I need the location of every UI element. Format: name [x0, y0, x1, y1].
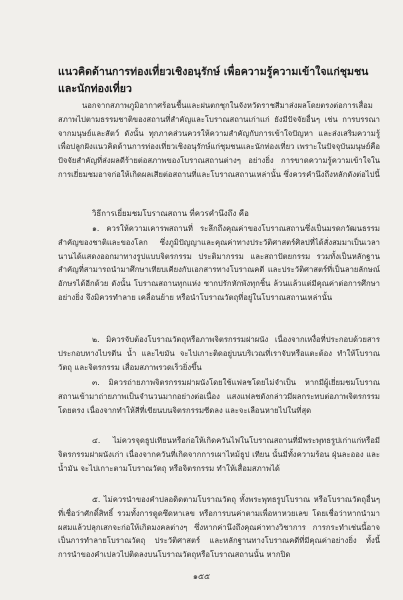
page-number: ๑๕๕ [192, 572, 211, 581]
guideline-item-5: ๕. ไม่ควรนำของคำปลอดิดตามโบราณวัตถุ ทั้งพระพุทธรูปโบราณ หรือโบราณวัตถุอื่นๆ ที่เชื่อว่าศักดิ์สิทธิ์ รวมทั้งการดูดซึดหาเลข หรือการบนค่าตามเพื่อหาหวยเลข โดยเชื่อว่าหากนำมาผสมแล้วปลุกเสกจะก่อให้เกิดมงคลต่างๆ ซึ่งหากค่านึงถึงคุณค่าทางวิชาการ การกระทำเช่นนี้อาจเป็นการทำลายโบราณวัตถุ ประวัติศาสตร์ และหลักฐานทางโบราณคดีที่มีคุณค่าอย่างยิ่ง ทั้งนี้ การนำของคำเปลวไปติดลงบนโบราณวัตถุหรือโบราณสถานนั้น หากปิด [58, 495, 380, 560]
guideline-item-4: ๔. ไม่ควรจุดธูปเทียนหรือก่อให้เกิดควันไฟในโบราณสถานที่มีพระพุทธรูปเก่าแก่หรือมีจิตรกรรมฝาผนังเก่า เนื่องจากควันที่เกิดจากการเผาไหม้ธูป เทียน นั้นมีทั้งความร้อน ฝุ่นละออง และน้ำมัน จะไปเกาะตามโบราณวัตถุ หรือจิตรกรรม ทำให้เสื่อมสภาพได้ [58, 436, 380, 473]
section-heading: แนวคิดด้านการท่องเที่ยวเชิงอนุรักษ์ เพื่อความรู้ความเข้าใจแก่ชุมชนและนักท่องเที่ยว [58, 66, 369, 95]
guideline-item-2: ๒. มิควรจับต้องโบราณวัตถุหรือภาพจิตรกรรมฝาผนัง เนื่องจากเหงื่อที่ประกอบด้วยสารประกอบทางไบรตีน น้ำ และไขมัน จะไปเกาะติดอยู่บนบริเวณที่เราจับหรือแตะต้อง ทำให้โบราณวัตถุ และจิตรกรรม เสื่อมสภาพรวดเร็วยิ่งขึ้น [58, 335, 380, 372]
guideline-item-3: ๓. มิควรถ่ายภาพจิตรกรรมฝาผนังโดยใช้แฟลชโดยไม่จำเป็น หากมีผู้เยี่ยมชมโบราณสถานเข้ามาถ่ายภาพเป็นจำนวนมากอย่างต่อเนื่อง แสงแฟลชดังกล่าวมีผลกระทบต่อภาพจิตรกรรมโดยตรง เนื่องจากทำให้สีที่เขียนบนจิตรกรรมซีดลง และจะเลือนหายไปในที่สุด [58, 378, 380, 415]
intro-paragraph: นอกจากสภาพภูมิอากาศร้อนชื้นและฝนตกชุกในจังหวัดราชสีมาส่งผลโดยตรงต่อการเสื่อมสภาพไปตามธรรมชาติของสถานที่สำคัญและโบราณสถานเก่าแก่ ยังมีปัจจัยอื่นๆ เช่น การบรรณาจากมนุษย์และสัตว์ ดังนั้น ทุกภาคส่วนควรให้ความสำคัญกับการเข้าใจปัญหา และส่งเสริมความรู้เพื่อปลูกฝังแนวคิดด้านการท่องเที่ยวเชิงอนุรักษ์แก่ชุมชนและนักท่องเที่ยว เพราะในปัจจุบันมนุษย์คือปัจจัยสำคัญที่ส่งผลดีร้ายต่อสภาพของโบราณสถานต่างๆ อย่างยิ่ง การขาดความรู้ความเข้าใจในการเยี่ยมชมอาจก่อให้เกิดผลเสียต่อสถานที่และโบราณสถานเหล่านั้น ซึ่งควรคำนึงถึงหลักดังต่อไปนี้ [58, 101, 380, 179]
guideline-item-1: ๑. ควรให้ความเคารพสถานที่ ระลึกถึงคุณค่าของโบราณสถานซึ่งเป็นมรดกวัฒนธรรมสำคัญของชาติและของโลก ซึ่งภูมิปัญญาและคุณค่าทางประวัติศาสตร์ศิลปที่ได้สั่งสมมาเป็นเวลานานได้แสดงออกมาทางรูปแบบจิตรกรรม ประติมากรรม และสถาปัตยกรรม รวมทั้งเป็นหลักฐานสำคัญที่สามารถนำมาศึกษาเทียบเคียงกับเอกสารทางโบราณคดี และประวัติศาสตร์ที่เป็นลายลักษณ์อักษรได้อีกด้วย ดังนั้น โบราณสถานทุกแห่ง ซากปรักหักพังทุกชิ้น ล้วนแล้วแต่มีคุณค่าต่อการศึกษาอย่างยิ่ง จึงมิควรทำลาย เคลื่อนย้าย หรือนำโบราณวัตถุที่อยู่ในโบราณสถานเหล่านั้น [58, 224, 380, 302]
visit-guidelines-subheading: วิธีการเยี่ยมชมโบราณสถาน ที่ควรคำนึงถึง คือ [92, 209, 249, 218]
